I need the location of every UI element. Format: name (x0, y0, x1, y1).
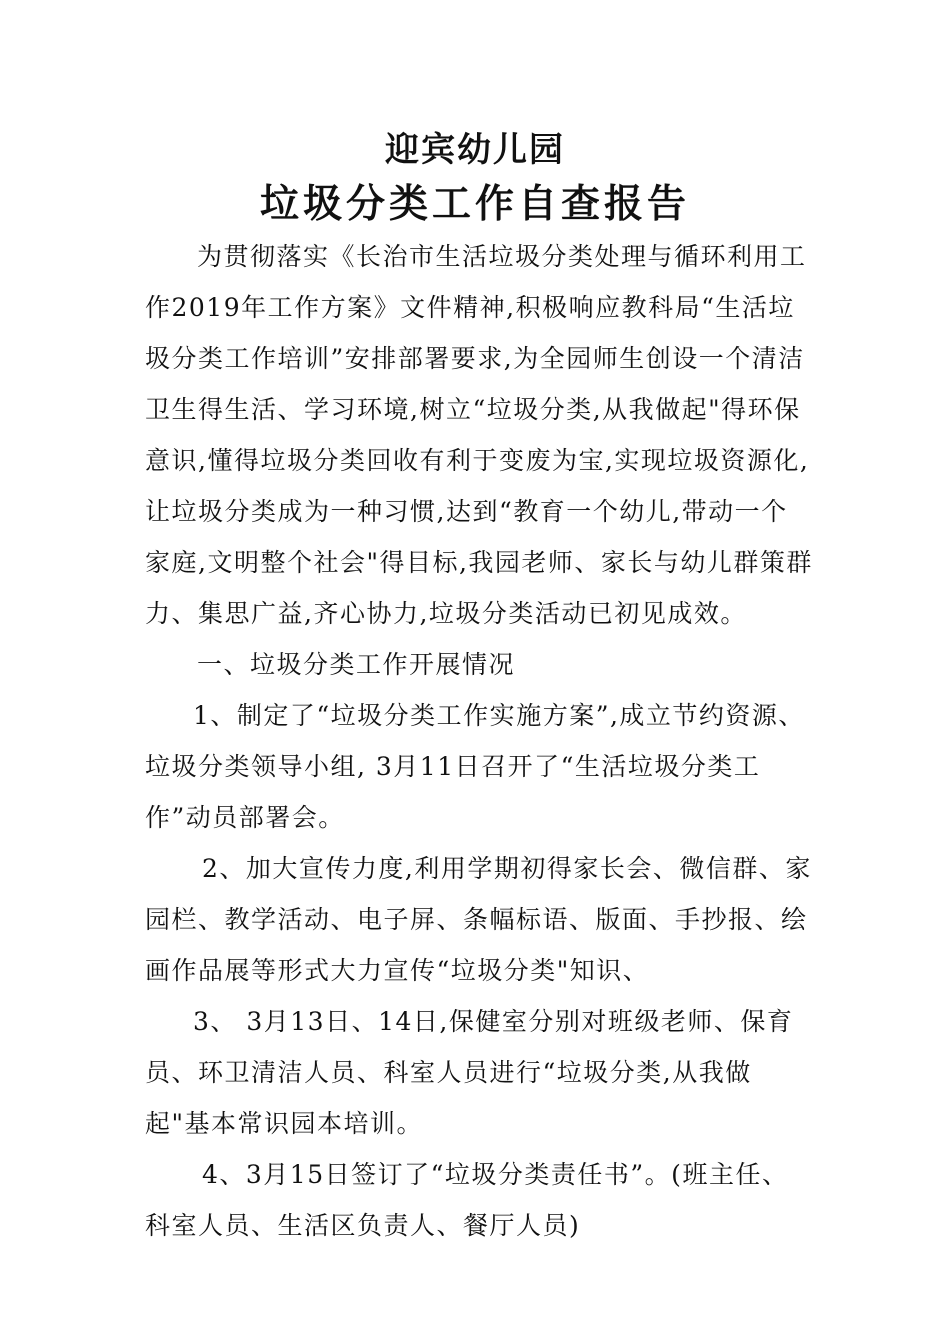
paragraph-line: 家庭,文明整个社会"得目标,我园老师、家长与幼儿群策群 (145, 548, 813, 577)
list-item-line: 2、加大宣传力度,利用学期初得家长会、微信群、家 (202, 854, 812, 883)
paragraph-line: 让垃圾分类成为一种习惯,达到“教育一个幼儿,带动一个 (145, 497, 788, 526)
list-item-line: 画作品展等形式大力宣传“垃圾分类"知识、 (145, 956, 650, 985)
list-item-line: 作”动员部署会。 (145, 803, 345, 832)
paragraph-line: 圾分类工作培训”安排部署要求,为全园师生创设一个清洁 (145, 344, 805, 373)
paragraph-line: 意识,懂得垃圾分类回收有利于变废为宝,实现垃圾资源化, (145, 446, 810, 475)
section-heading: 一、垃圾分类工作开展情况 (197, 650, 516, 679)
list-item-line: 起"基本常识园本培训。 (145, 1109, 423, 1138)
list-item-line: 4、3月15日签订了“垃圾分类责任书”。(班主任、 (202, 1160, 789, 1189)
organization-title: 迎宾幼儿园 (385, 130, 565, 170)
list-item-line: 科室人员、生活区负责人、餐厅人员) (145, 1211, 581, 1240)
list-item-line: 园栏、教学活动、电子屏、条幅标语、版面、手抄报、绘 (145, 905, 808, 934)
list-item-line: 垃圾分类领导小组, 3月11日召开了“生活垃圾分类工 (145, 752, 761, 781)
paragraph-line: 卫生得生活、学习环境,树立“垃圾分类,从我做起"得环保 (145, 395, 801, 424)
list-item-line: 3、 3月13日、14日,保健室分别对班级老师、保育 (193, 1007, 794, 1036)
paragraph-line: 作2019年工作方案》文件精神,积极响应教科局“生活垃 (145, 293, 795, 322)
paragraph-line: 为贯彻落实《长治市生活垃圾分类处理与循环利用工 (197, 242, 807, 271)
report-body (145, 231, 825, 1251)
list-item-line: 员、环卫清洁人员、科室人员进行“垃圾分类,从我做 (145, 1058, 752, 1087)
list-item-line: 1、制定了“垃圾分类工作实施方案”,成立节约资源、 (193, 701, 805, 730)
report-title: 垃圾分类工作自查报告 (259, 181, 690, 227)
paragraph-line: 力、集思广益,齐心协力,垃圾分类活动已初见成效。 (145, 599, 747, 628)
